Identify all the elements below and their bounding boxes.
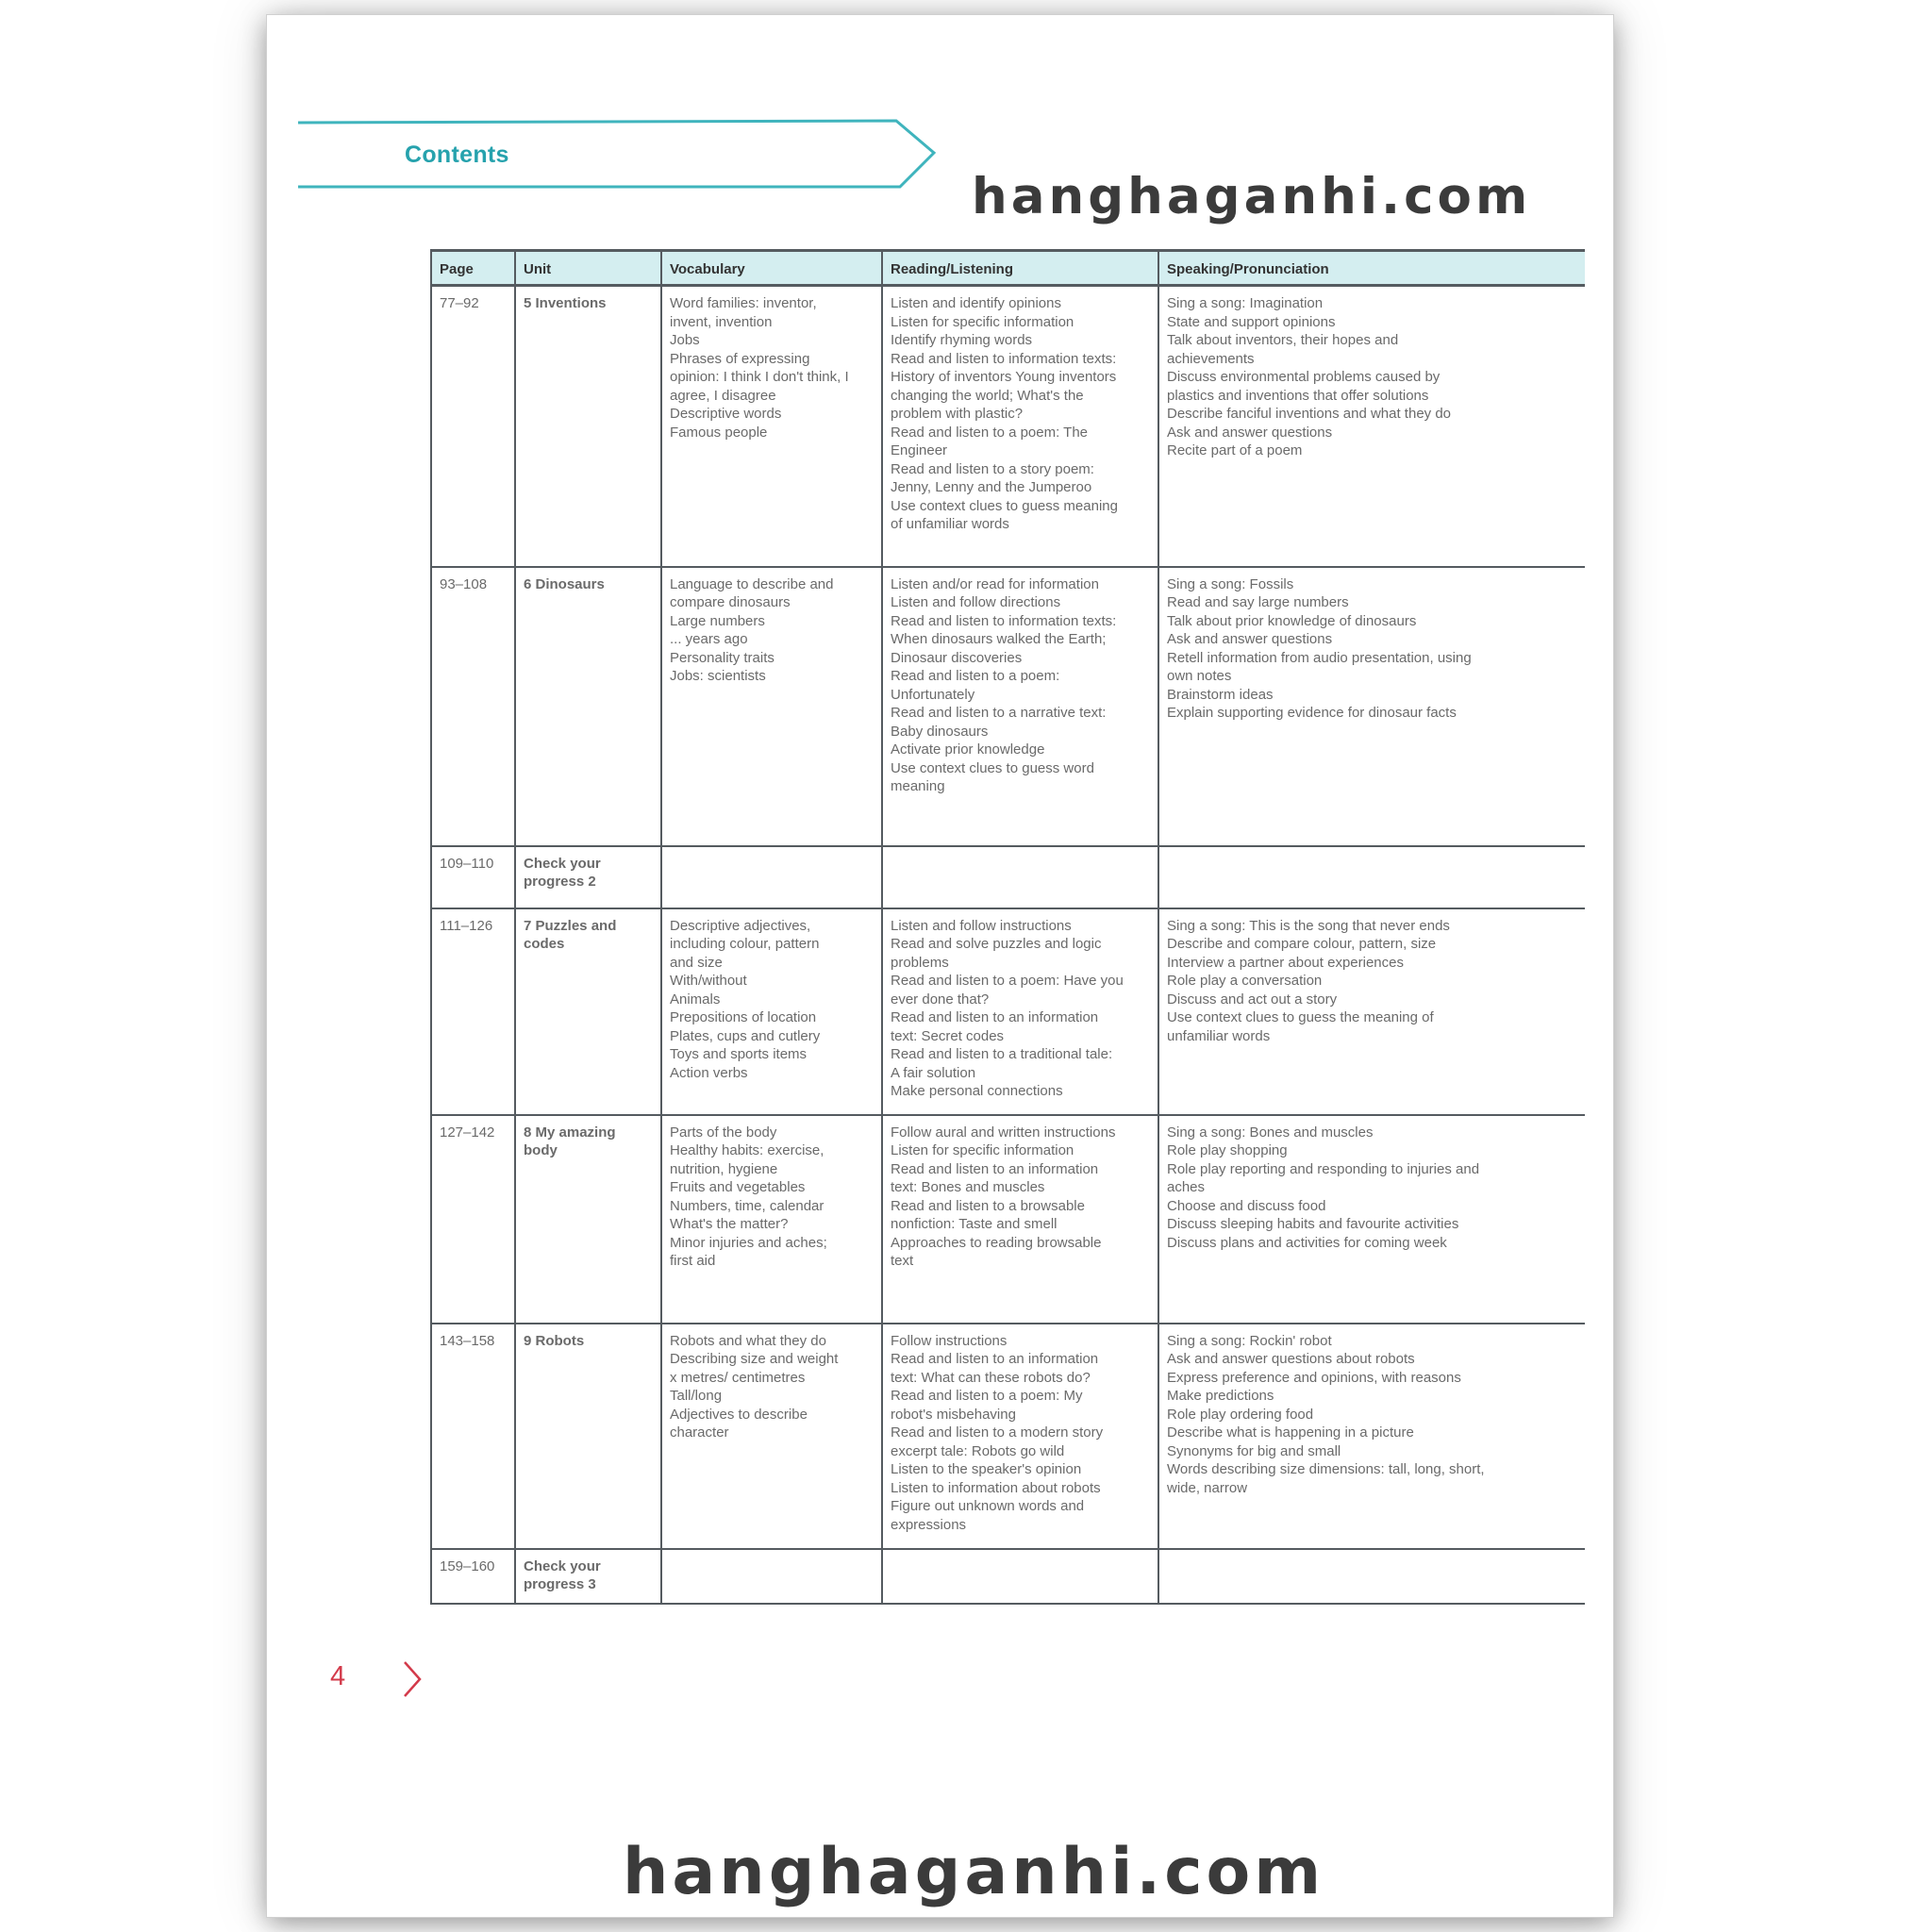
cell-line: Listen to information about robots [891, 1479, 1101, 1496]
cell-line: Sing a song: Rockin' robot [1167, 1332, 1332, 1349]
cell-line: 5 Inventions [524, 295, 607, 311]
cell-line: including colour, pattern [670, 936, 820, 952]
table-row [431, 286, 1585, 567]
cell-line: text [891, 1253, 914, 1269]
contents-banner [298, 117, 940, 192]
cell-line: Role play a conversation [1167, 973, 1323, 989]
cell-line: Unfortunately [891, 686, 975, 703]
speaking-pronunciation-cell [1158, 1549, 1585, 1604]
cell-line: Read and listen to a traditional tale: [891, 1046, 1113, 1062]
cell-line: expressions [891, 1516, 967, 1533]
unit-cell [515, 286, 661, 567]
cell-line: first aid [670, 1253, 716, 1269]
cell-line: Listen to the speaker's opinion [891, 1461, 1082, 1477]
cell-line: Listen and follow instructions [891, 917, 1072, 934]
cell-line: and size [670, 954, 723, 971]
cell-line: body [524, 1142, 558, 1158]
cell-line: Read and solve puzzles and logic [891, 936, 1102, 952]
reading-listening-cell [882, 908, 1158, 1115]
watermark-bottom: hanghaganhi.com [623, 1835, 1325, 1909]
unit-cell [515, 567, 661, 846]
page-range-cell: 111–126 [431, 908, 515, 1115]
cell-line: Healthy habits: exercise, [670, 1142, 824, 1158]
speaking-pronunciation-cell [1158, 286, 1585, 567]
cell-line: problems [891, 954, 949, 971]
cell-line: Read and listen to a modern story [891, 1424, 1104, 1441]
cell-line: Role play shopping [1167, 1142, 1288, 1158]
vocabulary-cell [661, 1549, 882, 1604]
reading-listening-cell [882, 846, 1158, 908]
vocabulary-cell [661, 567, 882, 846]
cell-line: of unfamiliar words [891, 516, 1009, 532]
cell-line: With/without [670, 973, 747, 989]
table-row [431, 567, 1585, 846]
column-header-reading-listening: Reading/Listening [882, 251, 1158, 286]
cell-line: agree, I disagree [670, 387, 776, 404]
cell-line: nonfiction: Taste and smell [891, 1216, 1058, 1232]
cell-line: What's the matter? [670, 1216, 789, 1232]
cell-line: Follow aural and written instructions [891, 1124, 1116, 1141]
cell-line: meaning [891, 778, 945, 794]
cell-line: ever done that? [891, 991, 990, 1008]
cell-line: Express preference and opinions, with reasons [1167, 1369, 1461, 1386]
cell-line: Talk about inventors, their hopes and [1167, 332, 1399, 348]
cell-line: aches [1167, 1179, 1206, 1195]
cell-line: Dinosaur discoveries [891, 649, 1023, 666]
cell-line: robot's misbehaving [891, 1406, 1016, 1423]
cell-line: Adjectives to describe [670, 1406, 808, 1423]
table-row [431, 908, 1585, 1115]
cell-line: Jobs: scientists [670, 668, 766, 684]
reading-listening-cell [882, 567, 1158, 846]
cell-line: Descriptive words [670, 406, 782, 422]
cell-line: Read and listen to a poem: My [891, 1388, 1083, 1404]
cell-line: unfamiliar words [1167, 1027, 1271, 1044]
cell-line: Figure out unknown words and [891, 1498, 1085, 1514]
cell-line: opinion: I think I don't think, I [670, 369, 849, 385]
cell-line: Make personal connections [891, 1083, 1063, 1099]
page-range-cell: 127–142 [431, 1115, 515, 1324]
watermark-top: hanghaganhi.com [972, 168, 1532, 225]
cell-line: Describe what is happening in a picture [1167, 1424, 1414, 1441]
cell-line: Discuss plans and activities for coming week [1167, 1234, 1447, 1251]
cell-line: Phrases of expressing [670, 350, 810, 367]
cell-line: Numbers, time, calendar [670, 1197, 824, 1214]
cell-line: Check your [524, 855, 601, 872]
speaking-pronunciation-cell [1158, 567, 1585, 846]
cell-line: Activate prior knowledge [891, 741, 1045, 758]
cell-line: text: Bones and muscles [891, 1179, 1045, 1195]
cell-line: Read and listen to a browsable [891, 1197, 1085, 1214]
page-range-cell: 143–158 [431, 1324, 515, 1549]
cell-line: Approaches to reading browsable [891, 1234, 1102, 1251]
cell-line: Read and listen to information texts: [891, 612, 1117, 629]
speaking-pronunciation-cell [1158, 908, 1585, 1115]
reading-listening-cell [882, 1115, 1158, 1324]
cell-line: When dinosaurs walked the Earth; [891, 631, 1107, 647]
vocabulary-cell [661, 1115, 882, 1324]
cell-line: Identify rhyming words [891, 332, 1033, 348]
table-row [431, 1549, 1585, 1604]
vocabulary-cell [661, 1324, 882, 1549]
speaking-pronunciation-cell [1158, 1115, 1585, 1324]
cell-line: Toys and sports items [670, 1046, 808, 1062]
cell-line: wide, narrow [1167, 1479, 1248, 1496]
cell-line: Sing a song: Imagination [1167, 295, 1324, 311]
cell-line: Fruits and vegetables [670, 1179, 806, 1195]
table-row [431, 1115, 1585, 1324]
cell-line: excerpt tale: Robots go wild [891, 1442, 1065, 1459]
cell-line: Role play reporting and responding to injuries and [1167, 1160, 1480, 1177]
reading-listening-cell [882, 1549, 1158, 1604]
column-header-speaking-pronunciation: Speaking/Pronunciation [1158, 251, 1585, 286]
cell-line: Discuss environmental problems caused by [1167, 369, 1441, 385]
cell-line: Personality traits [670, 649, 774, 666]
cell-line: Describing size and weight [670, 1351, 839, 1367]
cell-line: Jenny, Lenny and the Jumperoo [891, 479, 1092, 495]
cell-line: Minor injuries and aches; [670, 1234, 827, 1251]
cell-line: Language to describe and [670, 575, 834, 592]
cell-line: 8 My amazing [524, 1124, 616, 1141]
vocabulary-cell [661, 846, 882, 908]
cell-line: problem with plastic? [891, 406, 1024, 422]
reading-listening-cell [882, 286, 1158, 567]
cell-line: Talk about prior knowledge of dinosaurs [1167, 612, 1417, 629]
cell-line: text: Secret codes [891, 1027, 1005, 1044]
cell-line: Read and say large numbers [1167, 594, 1349, 610]
cell-line: Explain supporting evidence for dinosaur facts [1167, 705, 1457, 721]
page-number: 4 [330, 1661, 346, 1691]
table-row [431, 1324, 1585, 1549]
cell-line: Engineer [891, 442, 948, 458]
cell-line: Listen for specific information [891, 313, 1074, 330]
cell-line: Describe fanciful inventions and what they do [1167, 406, 1452, 422]
cell-line: changing the world; What's the [891, 387, 1084, 404]
cell-line: Retell information from audio presentation, using [1167, 649, 1472, 666]
cell-line: A fair solution [891, 1064, 976, 1081]
cell-line: Check your [524, 1557, 601, 1574]
column-header-page: Page [431, 251, 515, 286]
cell-line: Read and listen to a narrative text: [891, 705, 1107, 721]
cell-line: Read and listen to a story poem: [891, 460, 1094, 477]
page-range-cell: 159–160 [431, 1549, 515, 1604]
cell-line: progress 2 [524, 874, 596, 890]
cell-line: Describe and compare colour, pattern, size [1167, 936, 1437, 952]
page-title: Contents [405, 142, 509, 168]
cell-line: Ask and answer questions [1167, 631, 1333, 647]
cell-line: 9 Robots [524, 1332, 585, 1349]
cell-line: Discuss sleeping habits and favourite activities [1167, 1216, 1459, 1232]
cell-line: Listen for specific information [891, 1142, 1074, 1158]
cell-line: State and support opinions [1167, 313, 1336, 330]
cell-line: Make predictions [1167, 1388, 1274, 1404]
cell-line: Descriptive adjectives, [670, 917, 811, 934]
cell-line: Baby dinosaurs [891, 723, 989, 740]
cell-line: Listen and/or read for information [891, 575, 1099, 592]
cell-line: Read and listen to an information [891, 1009, 1099, 1025]
cell-line: Action verbs [670, 1064, 748, 1081]
cell-line: Brainstorm ideas [1167, 686, 1274, 703]
cell-line: compare dinosaurs [670, 594, 791, 610]
unit-cell [515, 1324, 661, 1549]
cell-line: codes [524, 936, 565, 952]
cell-line: Ask and answer questions about robots [1167, 1351, 1415, 1367]
cell-line: Sing a song: Bones and muscles [1167, 1124, 1374, 1141]
cell-line: Recite part of a poem [1167, 442, 1303, 458]
cell-line: Discuss and act out a story [1167, 991, 1338, 1008]
cell-line: text: What can these robots do? [891, 1369, 1091, 1386]
cell-line: Use context clues to guess meaning [891, 497, 1118, 514]
cell-line: Ask and answer questions [1167, 424, 1333, 441]
unit-cell [515, 908, 661, 1115]
unit-cell [515, 846, 661, 908]
page-range-cell: 93–108 [431, 567, 515, 846]
cell-line: Robots and what they do [670, 1332, 826, 1349]
cell-line: character [670, 1424, 729, 1441]
speaking-pronunciation-cell [1158, 1324, 1585, 1549]
cell-line: Role play ordering food [1167, 1406, 1314, 1423]
cell-line: own notes [1167, 668, 1232, 684]
cell-line: Read and listen to information texts: [891, 350, 1117, 367]
cell-line: Synonyms for big and small [1167, 1442, 1341, 1459]
speaking-pronunciation-cell [1158, 846, 1585, 908]
cell-line: Choose and discuss food [1167, 1197, 1326, 1214]
unit-cell [515, 1115, 661, 1324]
cell-line: Word families: inventor, [670, 295, 817, 311]
cell-line: Plates, cups and cutlery [670, 1027, 821, 1044]
vocabulary-cell [661, 286, 882, 567]
cell-line: 6 Dinosaurs [524, 575, 605, 592]
unit-cell [515, 1549, 661, 1604]
cell-line: progress 3 [524, 1576, 596, 1592]
cell-line: Tall/long [670, 1388, 723, 1404]
cell-line: plastics and inventions that offer solutions [1167, 387, 1429, 404]
cell-line: Sing a song: This is the song that never ends [1167, 917, 1450, 934]
cell-line: Words describing size dimensions: tall, long, short, [1167, 1461, 1485, 1477]
vocabulary-cell [661, 908, 882, 1115]
cell-line: Listen and follow directions [891, 594, 1061, 610]
cell-line: x metres/ centimetres [670, 1369, 806, 1386]
cell-line: Animals [670, 991, 721, 1008]
page-range-cell: 109–110 [431, 846, 515, 908]
table-header-row [431, 251, 1585, 286]
cell-line: Use context clues to guess word [891, 759, 1094, 776]
cell-line: Listen and identify opinions [891, 295, 1061, 311]
cell-line: Parts of the body [670, 1124, 777, 1141]
cell-line: Read and listen to a poem: Have you [891, 973, 1124, 989]
cell-line: ... years ago [670, 631, 748, 647]
cell-line: Jobs [670, 332, 700, 348]
cell-line: Read and listen to an information [891, 1351, 1099, 1367]
cell-line: Famous people [670, 424, 768, 441]
cell-line: invent, invention [670, 313, 773, 330]
cell-line: Interview a partner about experiences [1167, 954, 1404, 971]
cell-line: Large numbers [670, 612, 765, 629]
cell-line: Sing a song: Fossils [1167, 575, 1294, 592]
cell-line: Read and listen to a poem: The [891, 424, 1089, 441]
cell-line: nutrition, hygiene [670, 1160, 778, 1177]
cell-line: Use context clues to guess the meaning of [1167, 1009, 1434, 1025]
table-row [431, 846, 1585, 908]
page-range-cell: 77–92 [431, 286, 515, 567]
reading-listening-cell [882, 1324, 1158, 1549]
cell-line: 7 Puzzles and [524, 917, 617, 934]
cell-line: History of inventors Young inventors [891, 369, 1117, 385]
column-header-vocabulary: Vocabulary [661, 251, 882, 286]
cell-line: Read and listen to a poem: [891, 668, 1060, 684]
cell-line: Read and listen to an information [891, 1160, 1099, 1177]
cell-line: Prepositions of location [670, 1009, 817, 1025]
cell-line: achievements [1167, 350, 1255, 367]
chevron-right-icon [401, 1658, 424, 1700]
contents-table [430, 249, 1585, 1605]
cell-line: Follow instructions [891, 1332, 1008, 1349]
column-header-unit: Unit [515, 251, 661, 286]
